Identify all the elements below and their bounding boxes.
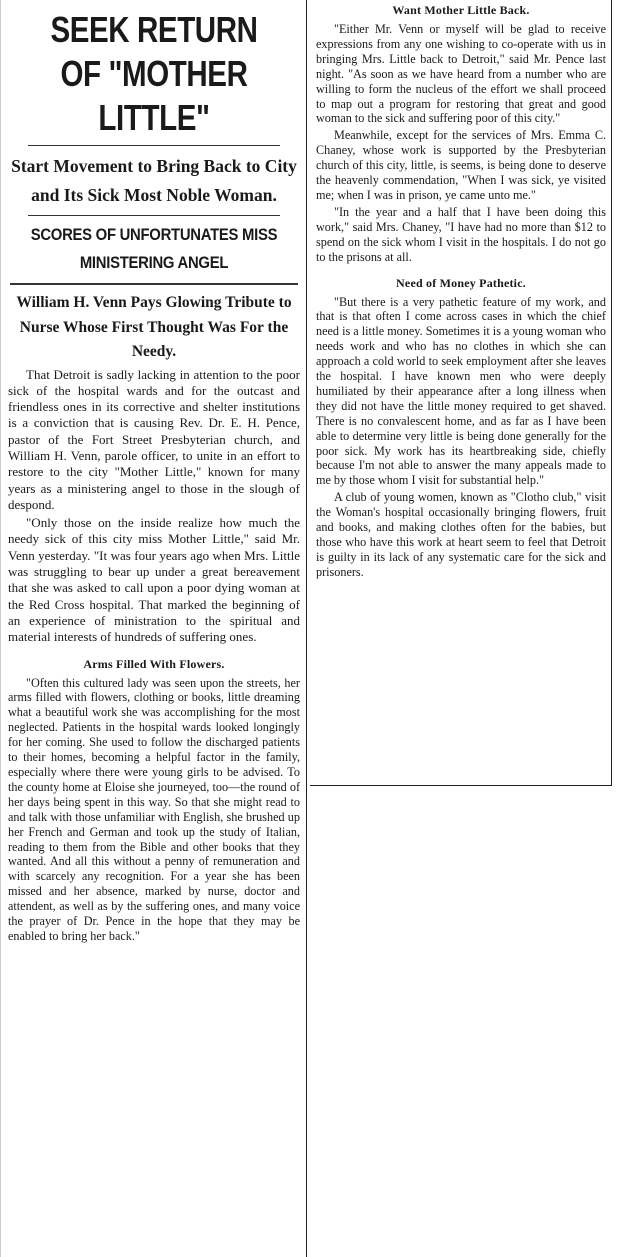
headline-rule	[28, 145, 280, 146]
secondary-headline: SCORES OF UNFORTUNATES MISS MINISTERING ANGEL	[30, 226, 278, 272]
article-paragraph: A club of young women, known as "Clotho club," visit the Woman's hospital occasionally bringing flowers, fruit and books, and making clothes often for the babies, but those who have this work at heart seem to feel that Detroit is guilty in its lack of any systematic care for the sick and prisoners.	[316, 490, 606, 579]
article-paragraph: "Only those on the inside realize how much the needy sick of this city miss Mother Little," said Mr. Venn yesterday. "It was four years ago when Mrs. Little was struggling to bear up under a great bereavement that she was asked to call upon a poor dying woman at the Red Cross hospital. That marked the beginning of an experience of ministration to the spiritual and material interests of hundreds of suffering ones.	[8, 515, 300, 645]
right-column	[310, 0, 612, 786]
article-paragraph: That Detroit is sadly lacking in attention to the poor sick of the hospital wards and for the outcast and friendless ones in its corrective and shelter institutions is a conviction that is causing Rev. Dr. E. H. Pence, pastor of the Fort Street Presbyterian church, and William H. Venn, parole officer, to unite in an effort to restore to the city "Mother Little," known for many years as a ministering angel to those in the slough of despond.	[8, 366, 300, 512]
secondary-rule	[10, 283, 298, 285]
article-paragraph: Meanwhile, except for the services of Mrs. Emma C. Chaney, whose work is supported by the Presbyterian church of this city, little, is seems, is being done to deserve the heavenly commendation, "When I was sick, ye visited me; when I was in prison, ye came unto me."	[316, 128, 606, 202]
deck-rule	[28, 215, 280, 216]
subheadline-deck: Start Movement to Bring Back to City and Its Sick Most Noble Woman.	[11, 156, 297, 205]
section-subhead: Want Mother Little Back.	[392, 3, 530, 17]
left-column	[0, 0, 307, 1257]
article-paragraph: "But there is a very pathetic feature of my work, and that is that often I come across cases in which the chief need is a little money. Sometimes it is a young woman who needs work and who has no clothes in which she can approach a cold world to seek employment after she leaves the hospital. I have known men who were deeply humiliated by their appearance after a long illness when they did not have the little money required to get shaved. There is no convalescent home, and as far as I have been able to determine very little is being done generally for the poor sick. My work has its heartbreaking side, chiefly because I'm not able to answer the many appeals made to me by those whom I visit for substantial help."	[316, 294, 606, 488]
headline: SEEK RETURN OF "MOTHER LITTLE"	[50, 9, 258, 138]
section-subhead: Arms Filled With Flowers.	[83, 656, 225, 671]
section-subhead: Need of Money Pathetic.	[396, 275, 526, 290]
article-paragraph: "Either Mr. Venn or myself will be glad to receive expressions from any one wishing to co-operate with us in bringing Mrs. Little back to Detroit," said Mr. Pence last night. "As soon as we have heard from a number who are willing to form the nucleus of the effort we shall proceed to map out a program for restoring that great and good woman to the sick and suffering poor of this city."	[316, 22, 606, 126]
article-paragraph: "In the year and a half that I have been doing this work," said Mrs. Chaney, "I have had no more than $12 to spend on the sick whom I visit in the hospitals. I do not go to the prisons at all.	[316, 204, 606, 264]
tertiary-headline: William H. Venn Pays Glowing Tribute to Nurse Whose First Thought Was For the Needy.	[16, 294, 292, 360]
article-paragraph: "Often this cultured lady was seen upon the streets, her arms filled with flowers, clothing or books, little dreaming what a beautiful work she was accomplishing for the most neglected. Patients in the hospital wards looked longingly for her coming. She used to follow the discharged patients to their homes, becoming a helpful factor in the family, especially where there were young girls to be advised. To the county home at Eloise she journeyed, too—the round of her days being spent in this way. So that she might read to and talk with those unfamiliar with English, she brushed up her French and German and took up the study of Italian, reading to them from the Bible and other books that they wanted. And all this without a penny of remuneration and with scarcely any recognition. For a year she has been missed and her absence, marked by nurse, doctor and attendent, as well as by the suffering ones, and many voice the prayer of Dr. Pence in the hope that they may be enabled to bring her back."	[8, 675, 300, 943]
